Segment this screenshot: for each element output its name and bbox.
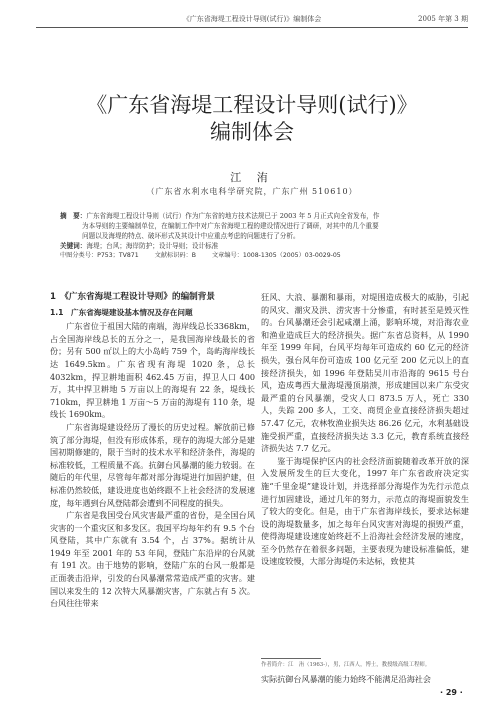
paragraph: 鉴于海堤保护区内的社会经济面貌随着改革开放的深入发展所发生的巨大变化，1997 年广东省政府决定实施“千里金堤”建设计划，并选择部分海堤作为先行示范点进行加固建设，通过几年的努力，示范点的海堤面貌发生了较大的变化。但是，由于广东省海岸线长，要求达标建设的海堤数量多，加之每年台风灾害对海堤的损毁严重，使得海堤建设速度始终赶不上沿海社会经济发展的速度，至今仍然存在着很多问题，主要表现为建设标准偏低，建设速度较慢，大部分海堤仍未达标，致使其 bbox=[261, 455, 469, 567]
abstract-label: 摘 要： bbox=[60, 212, 87, 220]
title-line-2: 编制体会 bbox=[210, 120, 294, 144]
article-number: 文章编号：1008-1305（2005）03-0029-05 bbox=[212, 252, 341, 259]
author-footnote: 作者简介：江 洧（1963-），男，江西人，博士，教授级高级工程师。 bbox=[261, 662, 431, 668]
author-name: 江 洧 bbox=[230, 171, 274, 184]
abstract-text-2: 为本导则的主要编制单位，在编制工作中对广东省海堤工程的建设情况进行了调研，对其中的几个重要 bbox=[82, 222, 379, 230]
keywords: 海堤；台风；海岸防护；设计导则；设计标准 bbox=[86, 242, 219, 250]
article-title bbox=[0, 92, 504, 146]
page-number: · 29 · bbox=[440, 688, 463, 697]
running-header bbox=[36, 14, 468, 28]
keywords-label: 关键词： bbox=[60, 242, 87, 250]
left-column bbox=[50, 291, 255, 610]
abstract-block bbox=[60, 211, 454, 261]
abstract-text-3: 问题以及海堤的特点、破坏形式及其设计中应重点考虑的问题进行了分析。 bbox=[82, 232, 300, 240]
section-heading: 1 《广东省海堤工程设计导则》的编制背景 bbox=[50, 292, 215, 302]
author-affiliation: （广东省水利水电科学研究院，广东广州 510610） bbox=[146, 187, 358, 196]
paragraph-continuation: 实际抗御台风暴潮的能力始终不能满足沿海社会 bbox=[261, 674, 431, 684]
paragraph: 广东省海堤建设经历了漫长的历史过程。解放前已修筑了部分海堤，但没有形成体系，现存的海堤大部分是建国初期修建的，限于当时的技术水平和经济条件，海堤的标准较低，工程质量不高。抗御台风暴潮的能力较弱。在随后的年代里，尽管每年都对部分海堤进行加固护建，但标准仍然较低，建设进度也始终跟不上社会经济的发展速度，每年遇到台风登陆都会遭到不同程度的损失。 bbox=[50, 421, 255, 508]
paragraph: 广东省位于祖国大陆的南端，海岸线总长3368km，占全国海岸线总长的五分之一，是我国海岸线最长的省份；另有 500 ㎡以上的大小岛屿 759 个，岛屿海岸线长达 1649.5km。广东省现有海堤 1020 条，总长 4032km，捍卫耕地面积 462.45 万亩，捍卫人口 400 万，其中捍卫耕地 5 万亩以上的海堤有 22 条，堤线长 710km，捍卫耕地 1 万亩～5 万亩的海堤有 110 条，堤线长 1690km。 bbox=[50, 321, 255, 420]
right-column bbox=[261, 291, 469, 568]
running-title: 《广东省海堤工程设计导则(试行)》编制体会 bbox=[182, 15, 322, 23]
subsection-heading: 1.1 广东省海堤建设基本情况及存在问题 bbox=[50, 307, 193, 317]
footnote-rule bbox=[261, 658, 321, 659]
title-line-1: 《广东省海堤工程设计导则(试行)》 bbox=[86, 93, 418, 117]
abstract-text-1: 广东省海堤工程设计导则（试行）作为广东省的地方技术法规已于 2003 年 5 月正式向全省发布，作 bbox=[86, 212, 380, 220]
issue-label: 2005 年第 3 期 bbox=[418, 15, 468, 23]
paragraph: 广东省是我国受台风灾害最严重的省份，是全国台风灾害的一个重灾区和多发区。我国平均每年约有 9.5 个台风登陆，其中广东就有 3.54 个，占 37%。据统计从 1949 年至 2001 年的 53 年间，登陆广东沿岸的台风就有 191 次。由于地势的影响，登陆广东的台风一般都是正面袭击沿岸，引发的台风暴潮常常造成严重的灾害。建国以来发生的 12 次特大风暴潮灾害，广东就占有 5 次。台风往往带来 bbox=[50, 510, 255, 609]
paragraph: 狂风、大浪、暴潮和暴雨，对堤围造成极大的威胁，引起的风灾、潮灾及洪、涝灾害十分惨重，有时甚至是毁灭性的。台风暴潮还会引起咸潮上涌，影响环境，对沿海农业和渔业造成巨大的经济损失。据广东省总资料，从 1990 年至 1999 年间，台风平均每年可造成约 60 亿元的经济损失，强台风年份可造成 100 亿元至 200 亿元以上的直接经济损失，如 1996 年登陆吴川市沿海的 9615 号台风，造成粤西大量海堤漫顶崩溃，形成建国以来广东受灾最严重的台风暴潮，受灾人口 873.5 万人，死亡 330 人，失踪 200 多人，工交、商贸企业直接经济损失超过 57.47 亿元，农林牧渔业损失达 86.26 亿元，水利基础设施受损严重，直接经济损失达 3.3 亿元，教育系统直接经济损失达 7.7 亿元。 bbox=[261, 292, 469, 454]
document-code: 文献标识码：B bbox=[154, 252, 197, 259]
classification-row bbox=[60, 251, 454, 261]
clc-number: 中图分类号：P753；TV871 bbox=[60, 252, 139, 259]
